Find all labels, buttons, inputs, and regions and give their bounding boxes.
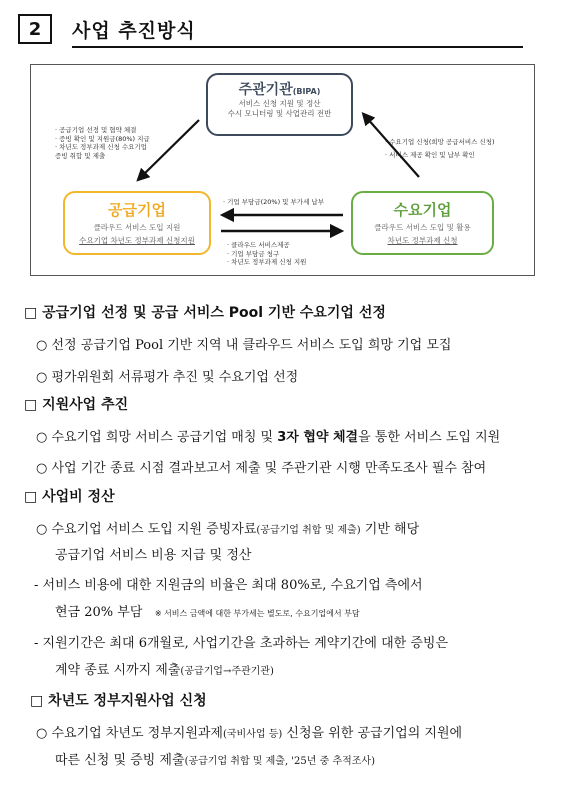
bipa-line2: 수시 모니터링 및 사업관리 전반 [227,109,332,118]
heading-support-project: □ 지원사업 추진 [24,397,129,413]
dash-ratio-line2: 현금 20% 부담 ※ 서비스 금액에 대한 부가세는 별도로, 수요기업에서 부담 [55,605,360,620]
arrow-bipa-to-supply [141,120,199,177]
vat-note: ※ 서비스 금액에 대한 부가세는 별도로, 수요기업에서 부담 [154,609,360,618]
supply-line1: 클라우드 서비스 도입 지원 [93,223,181,232]
bullet-evidence-line1: ○ 수요기업 서비스 도입 지원 증빙자료(공급기업 취합 및 제출) 기반 해당 [36,522,420,537]
dash-period-line2: 계약 종료 시까지 제출(공급기업→주관기관) [55,663,274,678]
dash-ratio-line1: - 서비스 비용에 대한 지원금의 비율은 최대 80%로, 수요기업 측에서 [34,578,423,593]
note-left: · 공급기업 선정 및 협약 체결 · 증빙 확인 및 지원금(80%) 지급 · 차년도 정부과제 신청 수요기업 증빙 취합 및 제출 [55,126,150,160]
heading-settlement: □ 사업비 정산 [24,489,115,505]
demand-line1: 클라우드 서비스 도입 및 활용 [374,223,471,232]
bullet-next-year-line1: ○ 수요기업 차년도 정부지원과제(국비사업 등) 신청을 위한 공급기업의 지원에 [36,726,463,741]
demand-title: 수요기업 [393,201,452,219]
section-number: 2 [28,18,42,40]
note-right: · 수요기업 신청(희망 공급서비스 신청) · 서비스 제공 확인 및 납부 확인 [385,138,495,159]
heading-supplier-selection: □ 공급기업 선정 및 공급 서비스 Pool 기반 수요기업 선정 [24,305,386,321]
heading-next-year: □ 차년도 정부지원사업 신청 [30,693,207,709]
supply-title: 공급기업 [108,201,166,219]
bullet-evidence-line2: 공급기업 서비스 비용 지급 및 정산 [55,548,252,563]
supply-line2: 수요기업 차년도 정부과제 신청지원 [79,236,195,245]
bullet-report: ○ 사업 기간 종료 시점 결과보고서 제출 및 주관기관 시행 만족도조사 필수 참여 [36,461,487,476]
bipa-line1: 서비스 신청 지원 및 정산 [238,99,321,108]
bullet-matching: ○ 수요기업 희망 서비스 공급기업 매칭 및 3자 협약 체결을 통한 서비스 도입 지원 [36,430,501,445]
note-mid-bottom: · 클라우드 서비스제공 · 기업 부담금 청구 · 차년도 정부과제 신청 지원 [227,241,307,266]
section-underline [72,46,523,48]
bipa-title: 주관기관(BIPA) [238,82,321,98]
section-title: 사업 추진방식 [72,20,196,42]
diagram-arrows [31,65,536,277]
section-number-box [18,14,52,44]
note-mid-top: · 기업 부담금(20%) 및 부가세 납부 [223,198,324,206]
bullet-next-year-line2: 따른 신청 및 증빙 제출(공급기업 취합 및 제출, '25년 중 추적조사) [55,753,375,768]
dash-period-line1: - 지원기간은 최대 6개월로, 사업기간을 초과하는 계약기간에 대한 증빙은 [34,636,449,651]
bullet-recruit: ○ 선정 공급기업 Pool 기반 지역 내 클라우드 서비스 도입 희망 기업 모집 [36,338,452,353]
arrow-demand-to-bipa [366,117,419,177]
process-diagram [30,64,535,276]
bullet-evaluation: ○ 평가위원회 서류평가 추진 및 수요기업 선정 [36,370,299,385]
demand-line2: 차년도 정부과제 신청 [387,236,458,245]
